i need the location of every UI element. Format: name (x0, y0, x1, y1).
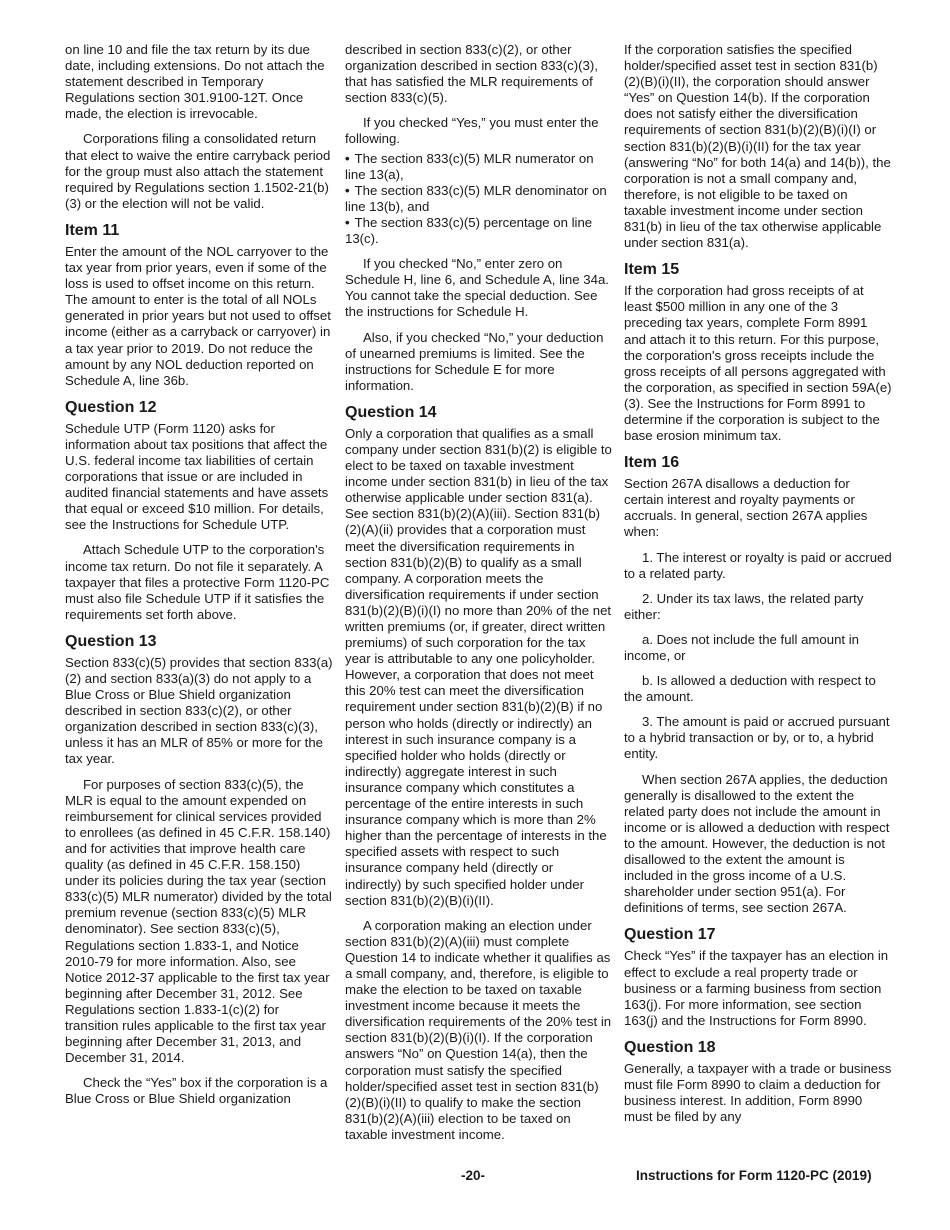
paragraph: on line 10 and file the tax return by its due date, including extensions. Do not attach the statement described in Temporary Regulations section 301.9100-12T. Once made, the election is irrevocable. (65, 42, 325, 122)
paragraph: If the corporation satisfies the specified holder/specified asset test in section 831(b)(2)(B)(i)(II), the corporation should answer “Yes” on Question 14(b). If the corporation does not satisfy either the diversification requirements of section 831(b)(2)(B)(i)(I) or section 831(b)(2)(B)(i)(II) for the tax year (answering “No” for both 14(a) and 14(b)), the corporation is not a small company and, therefore, is not eligible to be taxed on taxable investment income under section 831(b) in lieu of the tax otherwise applicable under section 831(a). (624, 42, 891, 251)
column-left (65, 42, 333, 1116)
column-right (624, 42, 892, 1134)
heading-item-15: Item 15 (624, 261, 680, 279)
column-middle (345, 42, 613, 1152)
numbered-item: 1. The interest or royalty is paid or accrued to a related party. (624, 549, 892, 581)
paragraph: Corporations filing a consolidated return that elect to waive the entire carryback period for the group must also attach the statement required by Regulations section 1.1502-21(b)(3) or the election will not be valid. (65, 131, 331, 211)
paragraph: Section 267A disallows a deduction for certain interest and royalty payments or accruals. In general, section 267A applies when: (624, 476, 868, 540)
paragraph: Generally, a taxpayer with a trade or business must file Form 8990 to claim a deduction for business interest. In addition, Form 8990 must be filed by any (624, 1060, 892, 1125)
paragraph: If you checked “Yes,” you must enter the following. (345, 115, 599, 147)
paragraph: Check the “Yes” box if the corporation is a Blue Cross or Blue Shield organization (65, 1075, 328, 1107)
lettered-item: a. Does not include the full amount in income, or (624, 631, 859, 663)
heading-question-13: Question 13 (65, 632, 157, 650)
heading-item-11: Item 11 (65, 221, 120, 239)
heading-question-17: Question 17 (624, 926, 716, 944)
heading-question-12: Question 12 (65, 398, 157, 416)
page-number: -20- (461, 1168, 486, 1183)
paragraph: Also, if you checked “No,” your deduction of unearned premiums is limited. See the instructions for Schedule E for more information. (345, 329, 604, 393)
paragraph: Schedule UTP (Form 1120) asks for information about tax positions that affect the U.S. federal income tax liabilities of certain corporations that issue or are included in audited financial statements and have assets that equal or exceed $10 million. For details, see the Instructions for Schedule UTP. (65, 420, 329, 533)
paragraph: When section 267A applies, the deduction generally is disallowed to the extent the related party does not include the amount in income or is allowed a deduction with respect to the amount. However, the deduction is not disallowed to the extent the amount is included in the gross income of a U.S. shareholder under section 951(a). For definitions of terms, see section 267A. (624, 771, 890, 916)
heading-question-18: Question 18 (624, 1038, 716, 1056)
paragraph: For purposes of section 833(c)(5), the MLR is equal to the amount expended on reimbursement for clinical services provided to enrollees (as defined in 45 C.F.R. 158.140) and for activities that improve health care quality (as defined in 45 C.F.R. 158.150) under its policies during the tax year (section 833(c)(5) MLR numerator) divided by the total premium revenue (section 833(c)(5) MLR denominator). See section 833(c)(5), Regulations section 1.833-1, and Notice 2010-79 for more information. Also, see Notice 2012-37 applicable to the first tax year beginning after December 31, 2012. See Regulations section 1.833-1(c)(2) for transition rules applicable to the first tax year beginning after December 31, 2013, and December 31, 2014. (65, 776, 332, 1066)
paragraph: Enter the amount of the NOL carryover to the tax year from prior years, even if some of the loss is used to offset income on this return. The amount to enter is the total of all NOLs generated in prior years but not used to offset income (either as a carryback or carryover) in a tax year prior to 2019. Do not reduce the amount by any NOL deduction reported on Schedule A, line 36b. (65, 243, 331, 388)
list-item: • The section 833(c)(5) MLR denominator on line 13(b), and (345, 183, 613, 215)
paragraph: Check “Yes” if the taxpayer has an election in effect to exclude a real property trade or business or a farming business from section 163(j). For more information, see section 163(j) and the Instructions for Form 8990. (624, 948, 889, 1028)
paragraph: If you checked “No,” enter zero on Schedule H, line 6, and Schedule A, line 34a. You cannot take the special deduction. See the instructions for Schedule H. (345, 256, 609, 320)
list-item: • The section 833(c)(5) MLR numerator on line 13(a), (345, 151, 613, 183)
page-footer (0, 1168, 950, 1188)
bullet-list (345, 151, 613, 248)
heading-item-16: Item 16 (624, 454, 680, 472)
form-title: Instructions for Form 1120-PC (2019) (636, 1168, 872, 1183)
paragraph: Attach Schedule UTP to the corporation's income tax return. Do not file it separately. A taxpayer that files a protective Form 1120-PC must also file Schedule UTP if it satisfies the requirements set forth above. (65, 542, 330, 622)
lettered-item: b. Is allowed a deduction with respect to the amount. (624, 673, 876, 705)
list-item: • The section 833(c)(5) percentage on line 13(c). (345, 215, 613, 247)
heading-question-14: Question 14 (345, 403, 437, 421)
paragraph: described in section 833(c)(2), or other organization described in section 833(c)(3), that has satisfied the MLR requirements of section 833(c)(5). (345, 42, 598, 106)
paragraph: Only a corporation that qualifies as a small company under section 831(b)(2) is eligible to elect to be taxed on taxable investment income under section 831(b) in lieu of the tax otherwise applicable under section 831(a). See section 831(b)(2)(A)(iii). Section 831(b)(2)(A)(ii) provides that a corporation must meet the diversification requirements in section 831(b)(2)(B) to qualify as a small company. A corporation meets the diversification requirements if under section 831(b)(2)(B)(i)(I) no more than 20% of the net written premiums (or, if greater, direct written premiums) of such corporation for the tax year is attributable to any one policyholder. However, a corporation that does not meet this 20% test can meet the diversification requirement under section 831(b)(2)(B) if no person who holds (directly or indirectly) an interest in such insurance company is a specified holder who holds (directly or indirectly) aggregate interest in such insurance company which constitutes a percentage of the entire interests in such insurance company which is more than 2% higher than the percentage of interests in the specified assets with respect to such insurance company held (directly or indirectly) by such specified holder under section 831(b)(2)(B)(i)(II). (345, 425, 612, 908)
paragraph: Section 833(c)(5) provides that section 833(a)(2) and section 833(a)(3) do not apply to a Blue Cross or Blue Shield organization described in section 833(c)(2), or other organization described in section 833(c)(3), unless it has an MLR of 85% or more for the tax year. (65, 654, 333, 767)
numbered-item: 2. Under its tax laws, the related party either: (624, 590, 864, 622)
paragraph: A corporation making an election under section 831(b)(2)(A)(iii) must complete Question 14 to indicate whether it qualifies as a small company, and, therefore, is eligible to make the election to be taxed on taxable investment income because it meets the diversification requirements of the 20% test in section 831(b)(2)(B)(i)(I). If the corporation answers “No” on Question 14(a), then the corporation must satisfy the specified holder/specified asset test in section 831(b)(2)(B)(i)(II) to qualify to make the section 831(b)(2)(A)(iii) election to be taxed on taxable investment income. (345, 917, 612, 1142)
paragraph: If the corporation had gross receipts of at least $500 million in any one of the 3 preceding tax years, complete Form 8991 and attach it to this return. For this purpose, the corporation's gross receipts include the gross receipts of all persons aggregated with the corporation, as specified in section 59A(e)(3). See the Instructions for Form 8991 to determine if the corporation is subject to the base erosion minimum tax. (624, 283, 892, 444)
numbered-item: 3. The amount is paid or accrued pursuant to a hybrid transaction or by, or to, a hybrid entity. (624, 714, 890, 762)
